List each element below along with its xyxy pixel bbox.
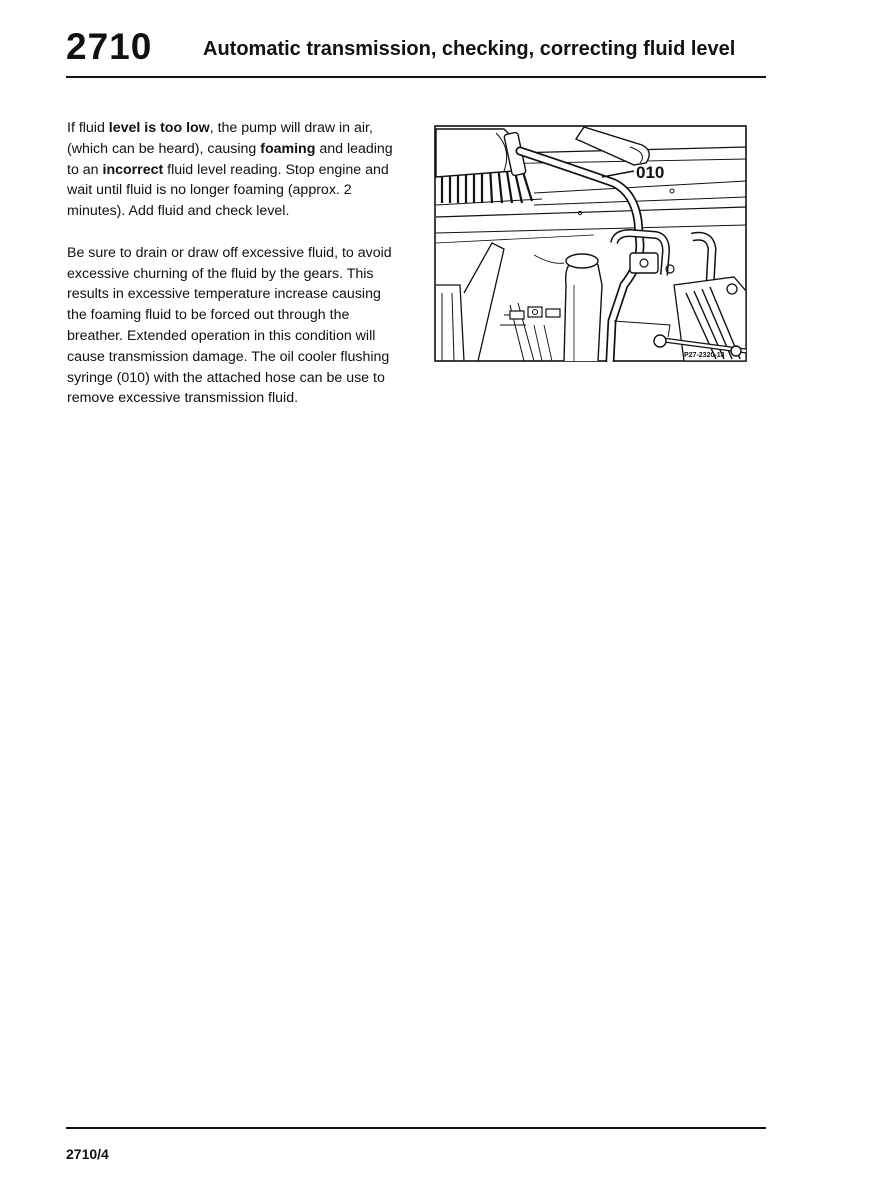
section-number: 2710 (66, 26, 153, 67)
callout-label: 010 (636, 163, 665, 182)
footer-rule (66, 1127, 766, 1129)
p1-text-2: , the pump will draw in air, (which can be heard), causing (67, 120, 373, 157)
p1-text-3: and leading to an (67, 140, 393, 178)
p1-bold-foaming: foaming (260, 140, 316, 157)
line-drawing (434, 125, 747, 362)
page-header (66, 26, 766, 76)
figure-reference-code: P27-2320-13 (684, 352, 725, 359)
p1-text-4: fluid level reading. Stop engine and wait until fluid is no longer foaming (approx. 2 minutes). Add fluid and check level. (67, 161, 389, 220)
p1-bold-incorrect: incorrect (102, 161, 164, 178)
paragraph-fluid-low (67, 118, 397, 222)
p1-text-1: If fluid (67, 120, 109, 136)
page-title: Automatic transmission, checking, correcting fluid level (203, 38, 736, 60)
body-text (67, 118, 397, 430)
p1-bold-level-low: level is too low (108, 120, 210, 136)
engine-illustration (434, 125, 747, 362)
header-rule (66, 76, 766, 78)
paragraph-excess-fluid: Be sure to drain or draw off excessive fluid, to avoid excessive churning of the fluid by the gears. This results in excessive temperature increase causing the foaming fluid to be forced out through the breather. Extended operation in this condition will cause transmission damage. The oil cooler flushing syringe (010) with the attached hose can be use to remove excessive transmission fluid. (67, 244, 392, 407)
page-number: 2710/4 (66, 1146, 109, 1162)
